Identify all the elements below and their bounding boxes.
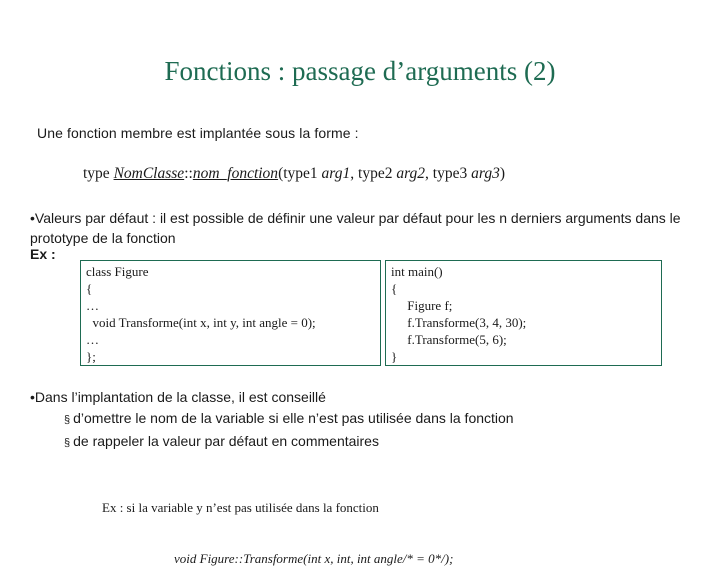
- intro-text: Une fonction membre est implantée sous la forme :: [37, 125, 359, 141]
- implementation-subpoint: [30, 408, 690, 431]
- syntax-sep: ::: [184, 165, 193, 182]
- syntax-arg1: arg1: [321, 165, 351, 182]
- code-line: …: [86, 298, 99, 313]
- syntax-close: ): [499, 165, 505, 182]
- code-line: f.Transforme(5, 6);: [391, 332, 507, 347]
- code-line: …: [86, 332, 99, 347]
- code-line: {: [391, 281, 398, 296]
- syntax-arg2: arg2: [396, 165, 426, 182]
- class-code-box: [80, 260, 381, 366]
- slide-title: Fonctions : passage d’arguments (2): [164, 56, 556, 86]
- syntax-funcname: nom_fonction: [192, 165, 279, 182]
- implementation-main-point: •Dans l’implantation de la classe, il est conseillé: [30, 389, 326, 405]
- syntax-prefix: type: [83, 165, 114, 182]
- syntax-args-open: (type1: [278, 165, 322, 182]
- defaults-paragraph: •Valeurs par défaut : il est possible de définir une valeur par défaut pour les n derniers arguments dans le prototype de la fonction: [30, 210, 681, 246]
- syntax-mid2: , type3: [425, 165, 472, 182]
- code-line: class Figure: [86, 264, 149, 279]
- code-line: }: [391, 349, 398, 364]
- code-line: f.Transforme(3, 4, 30);: [391, 315, 527, 330]
- main-code-box: [385, 260, 662, 366]
- implementation-example: [102, 465, 453, 584]
- implementation-section: [30, 387, 690, 454]
- syntax-arg3: arg3: [471, 165, 500, 182]
- syntax-line: [83, 165, 505, 183]
- code-line: {: [86, 281, 93, 296]
- example2-label: Ex : si la variable y n’est pas utilisée dans la fonction: [102, 500, 379, 515]
- example-label: Ex :: [30, 246, 56, 262]
- code-line: };: [86, 349, 96, 364]
- syntax-classname: NomClasse: [113, 165, 185, 182]
- code-line: int main(): [391, 264, 443, 279]
- syntax-mid1: , type2: [350, 165, 397, 182]
- code-line: Figure f;: [391, 298, 453, 313]
- subpoint-text: de rappeler la valeur par défaut en commentaires: [73, 433, 379, 449]
- subpoint-text: d’omettre le nom de la variable si elle n’est pas utilisée dans la fonction: [73, 410, 514, 426]
- code-line: void Transforme(int x, int y, int angle = 0);: [86, 315, 316, 330]
- example2-code: void Figure::Transforme(int x, int, int angle/* = 0*/);: [174, 551, 454, 566]
- implementation-subpoint: [30, 431, 690, 454]
